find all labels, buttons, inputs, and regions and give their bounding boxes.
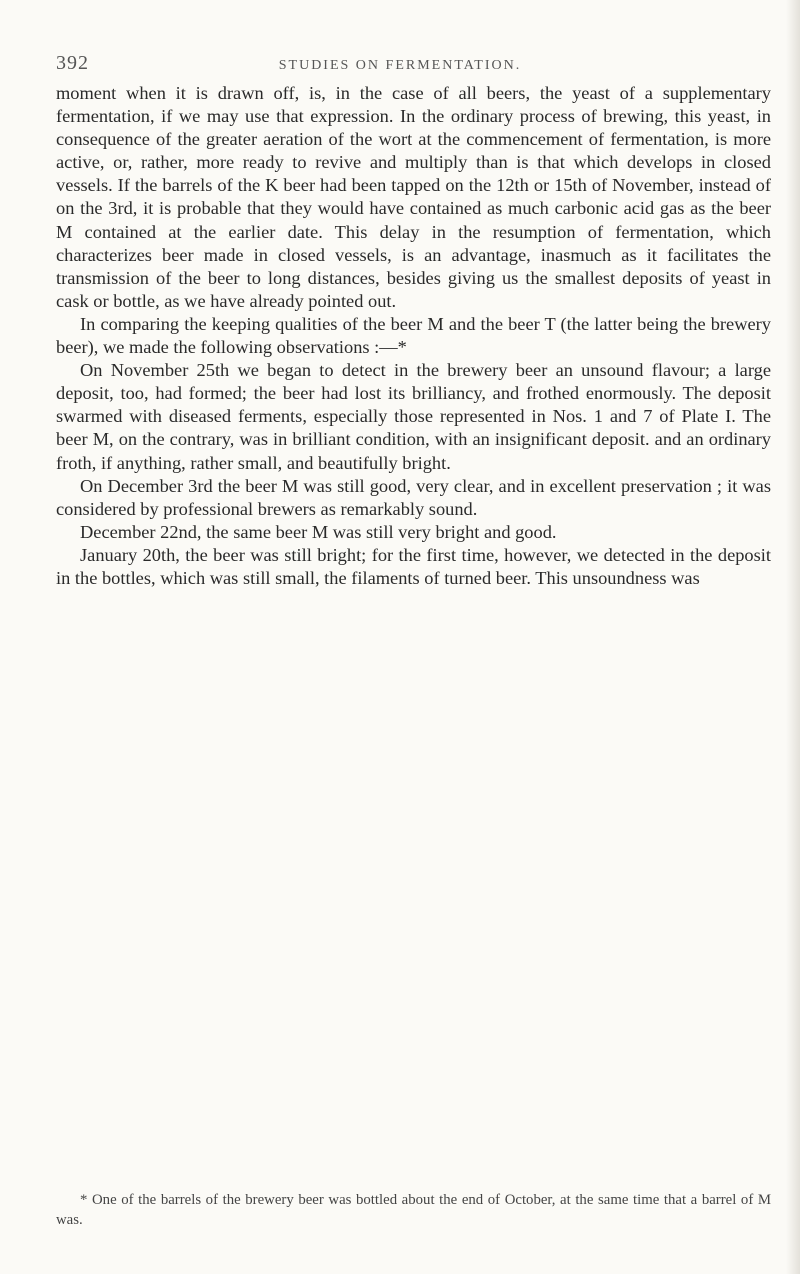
page-edge-shadow <box>786 0 800 1274</box>
footnote <box>56 1190 771 1230</box>
footnote-text: * One of the barrels of the brewery beer was bottled about the end of October, at the same time that a barrel of M was. <box>56 1192 771 1228</box>
body-text <box>56 82 771 590</box>
running-head: STUDIES ON FERMENTATION. <box>278 58 522 73</box>
paragraph-4: On December 3rd the beer M was still good, very clear, and in excellent preservation ; it was considered by professional brewers as remarkably sound. <box>56 475 771 519</box>
paragraph-2: In comparing the keeping qualities of the beer M and the beer T (the latter being the brewery beer), we made the following observations :—* <box>56 313 771 358</box>
paragraph-3: On November 25th we began to detect in the brewery beer an unsound flavour; a large deposit, too, had formed; the beer had lost its brilliancy, and frothed enormously. The deposit swarmed with diseased ferments, especially those represented in Nos. 1 and 7 of Plate I. The beer M, on the contrary, was in brilliant condition, with an insignificant deposit. and an ordinary froth, if anything, rather small, and beautifully bright. <box>56 360 771 473</box>
paragraph-5: December 22nd, the same beer M was still very bright and good. <box>80 521 557 542</box>
paragraph-6: January 20th, the beer was still bright; for the first time, however, we detected in the deposit in the bottles, which was still small, the filaments of turned beer. This unsoundness was <box>56 544 771 588</box>
page-number: 392 <box>56 52 89 74</box>
paragraph-1: moment when it is drawn off, is, in the case of all beers, the yeast of a supplementary fermentation, if we may use that expression. In the ordinary process of brewing, this yeast, in consequence of the greater aeration of the wort at the commencement of fermentation, is more active, or, rather, more ready to revive and multiply than is that which develops in closed vessels. If the barrels of the K beer had been tapped on the 12th or 15th of November, instead of on the 3rd, it is probable that they would have contained as much carbonic acid gas as the beer M contained at the earlier date. This delay in the resumption of fermentation, which characterizes beer made in closed vessels, is an advantage, inasmuch as it facilitates the transmission of the beer to long distances, besides giving us the smallest deposits of yeast in cask or bottle, as we have already pointed out. <box>56 83 771 311</box>
